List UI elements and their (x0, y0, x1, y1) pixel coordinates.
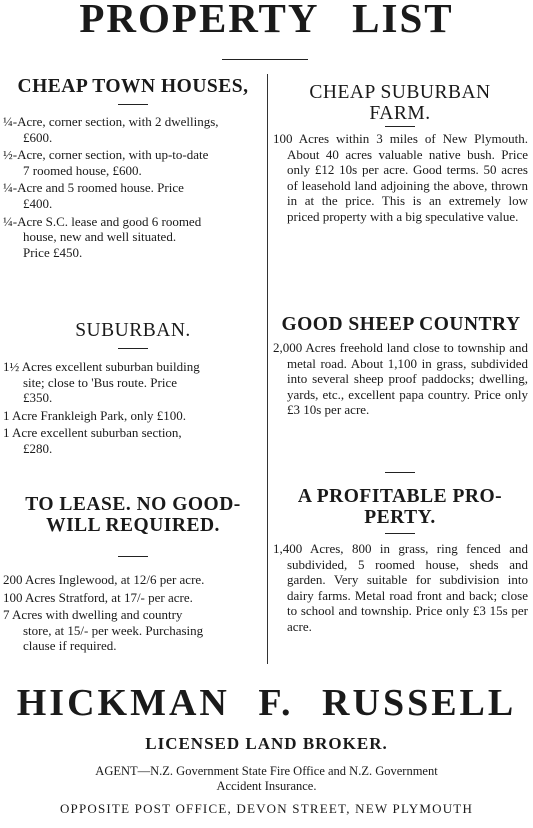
town-houses-list (3, 114, 262, 262)
list-item: 1½ Acres excellent suburban building site; close to 'Bus route. Price £350. (3, 359, 200, 406)
agent-info: AGENT—N.Z. Government State Fire Office and N.Z. Government Accident Insurance. (95, 764, 438, 793)
lease-rule (118, 556, 148, 557)
list-item: ¼-Acre, corner section, with 2 dwellings, £600. (3, 114, 219, 145)
list-item: ¼-Acre and 5 roomed house. Price £400. (3, 180, 184, 211)
broker-name: HICKMAN F. RUSSELL (16, 682, 517, 724)
list-item: ¼-Acre S.C. lease and good 6 roomed house, new and well situated. Price £450. (3, 213, 202, 260)
lease-heading: TO LEASE. NO GOOD- WILL REQUIRED. (25, 494, 241, 536)
lease-list (3, 572, 262, 656)
farm-description: 100 Acres within 3 miles of New Plymouth. About 40 acres valuable native bush. Price only £12 10s per acre. Good terms. 50 acres of leasehold land adjoining the above, thrown in at the price. This is an extremely low priced property with a big speculative value. (273, 131, 528, 224)
list-item: 1 Acre excellent suburban section, £280. (3, 425, 182, 456)
profitable-rule (385, 533, 415, 534)
list-item: 200 Acres Inglewood, at 12/6 per acre. (3, 572, 205, 587)
profitable-text-block (273, 541, 528, 635)
profitable-heading: A PROFITABLE PRO- PERTY. (297, 486, 503, 528)
list-item: ½-Acre, corner section, with up-to-date 7 roomed house, £600. (3, 147, 209, 178)
farm-rule (385, 126, 415, 127)
title-rule (222, 59, 308, 60)
suburban-heading: SUBURBAN. (75, 320, 191, 341)
farm-text-block (273, 131, 528, 225)
profitable-description: 1,400 Acres, 800 in grass, ring fenced and subdivided, 5 roomed house, sheds and garden. Very suitable for subdivision into dairy farms. Metal road front and back; close to school and township. Price only £3 15s per acre. (273, 541, 528, 634)
sheep-description: 2,000 Acres freehold land close to township and metal road. About 1,100 in grass, subdivided into several sheep proof paddocks; dwelling, yards, etc., excellent papa country. Price only £3 10s per acre. (273, 340, 528, 418)
sheep-heading: GOOD SHEEP COUNTRY (281, 314, 521, 335)
list-item: 7 Acres with dwelling and country store, at 15/- per week. Purchasing clause if required. (3, 607, 204, 654)
office-address: OPPOSITE POST OFFICE, DEVON STREET, NEW PLYMOUTH (59, 801, 474, 816)
list-item: 100 Acres Stratford, at 17/- per acre. (3, 589, 193, 605)
column-divider (267, 74, 268, 664)
sheep-text-block (273, 340, 528, 418)
farm-heading: CHEAP SUBURBAN FARM. (309, 82, 491, 124)
broker-title: LICENSED LAND BROKER. (145, 734, 388, 753)
suburban-list (3, 359, 262, 459)
suburban-rule (118, 348, 148, 349)
list-item: 1 Acre Frankleigh Park, only £100. (3, 407, 187, 423)
town-rule (118, 104, 148, 105)
town-houses-heading: CHEAP TOWN HOUSES, (17, 76, 249, 97)
page-title: PROPERTY LIST (79, 0, 454, 41)
profitable-top-rule (385, 472, 415, 473)
